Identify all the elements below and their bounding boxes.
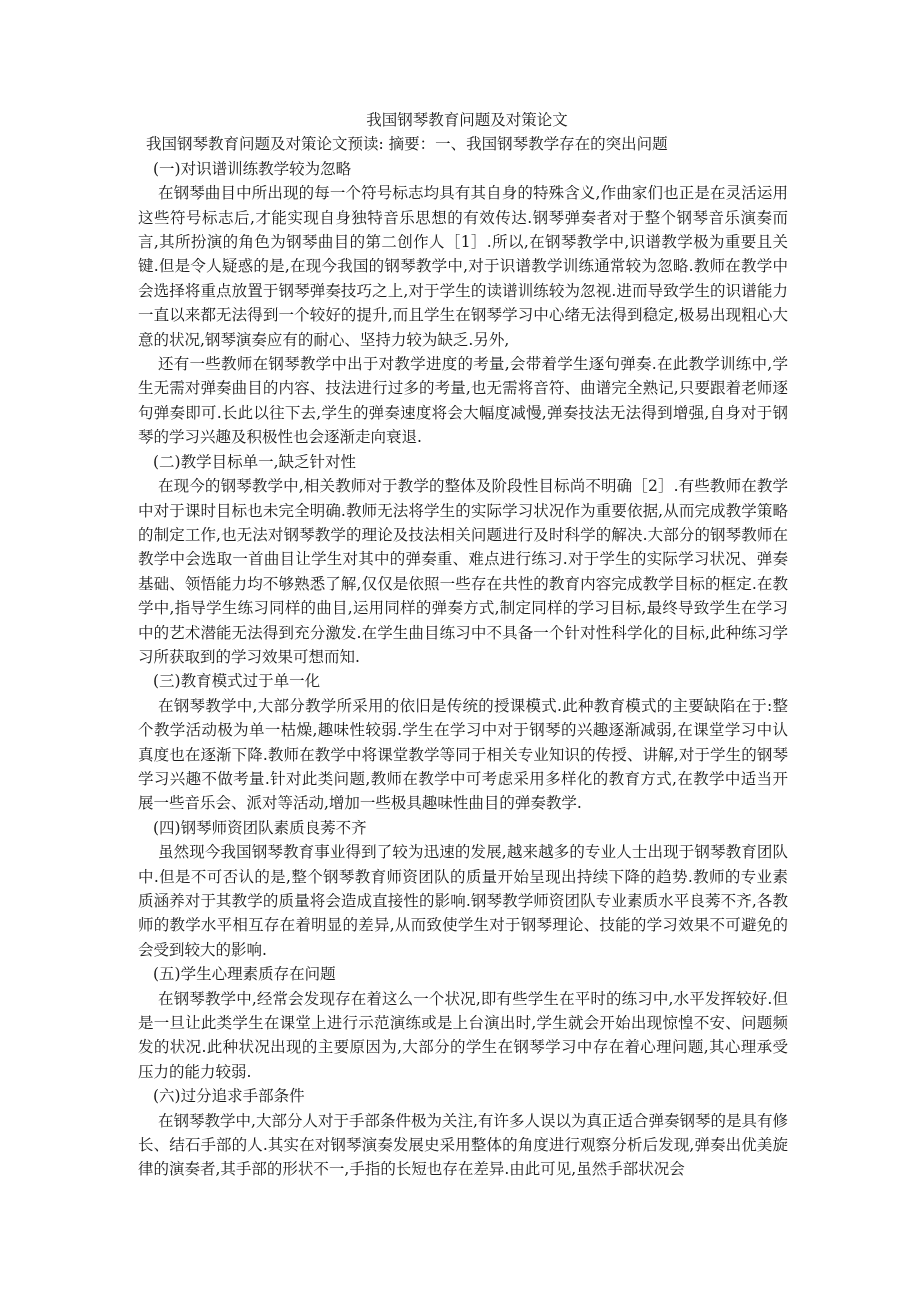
section-heading-2: (二)教学目标单一,缺乏针对性 <box>153 452 357 471</box>
paragraph-2-1: 在现今的钢琴教学中,相关教师对于教学的整体及阶段性目标尚不明确［2］.有些教师在教学中对于课时目标也未完全明确.教师无法将学生的实际学习状况作为重要依据,从而完成教学策略的制定工作,也无法对钢琴教学的理论及技法相关问题进行及时科学的解决.大部分的钢琴教师在教学中会选取一首曲目让学生对其中的弹奏重、难点进行练习.对于学生的实际学习状况、弹奏基础、领悟能力均不够熟悉了解,仅仅是依照一些存在共性的教育内容完成教学目标的框定.在教学中,指导学生练习同样的曲目,运用同样的弹奏方式,制定同样的学习目标,最终导致学生在学习中的艺术潜能无法得到充分激发.在学生曲目练习中不具备一个针对性科学化的目标,此种练习学习所获取到的学习效果可想而知. <box>138 477 788 666</box>
section-heading-3: (三)教育模式过于单一化 <box>153 672 321 691</box>
document-body <box>138 108 788 1182</box>
document-lead: 我国钢琴教育问题及对策论文预读: 摘要：一、我国钢琴教学存在的突出问题 <box>146 135 668 154</box>
section-heading-1: (一)对识谱训练教学较为忽略 <box>153 159 352 178</box>
section-heading-6: (六)过分追求手部条件 <box>153 1087 305 1106</box>
paragraph-6-1: 在钢琴教学中,大部分人对于手部条件极为关注,有许多人误以为真正适合弹奏钢琴的是具有修长、结石手部的人.其实在对钢琴演奏发展史采用整体的角度进行观察分析后发现,弹奏出优美旋律的演奏者,其手部的形状不一,手指的长短也存在差异.由此可见,虽然手部状况会 <box>138 1111 788 1179</box>
section-heading-5: (五)学生心理素质存在问题 <box>153 965 336 984</box>
paragraph-1-1: 在钢琴曲目中所出现的每一个符号标志均具有其自身的特殊含义,作曲家们也正是在灵活运用这些符号标志后,才能实现自身独特音乐思想的有效传达.钢琴弹奏者对于整个钢琴音乐演奏而言,其所扮演的角色为钢琴曲目的第二创作人［1］.所以,在钢琴教学中,识谱教学极为重要且关键.但是令人疑惑的是,在现今我国的钢琴教学中,对于识谱教学训练通常较为忽略.教师在教学中会选择将重点放置于钢琴弹奏技巧之上,对于学生的读谱训练较为忽视.进而导致学生的识谱能力一直以来都无法得到一个较好的提升,而且学生在钢琴学习中心绪无法得到稳定,极易出现粗心大意的状况,钢琴演奏应有的耐心、坚持力较为缺乏.另外, <box>138 184 788 349</box>
document-title: 我国钢琴教育问题及对策论文 <box>366 111 568 129</box>
paragraph-5-1: 在钢琴教学中,经常会发现存在着这么一个状况,即有些学生在平时的练习中,水平发挥较好.但是一旦让此类学生在课堂上进行示范演练或是上台演出时,学生就会开始出现惊惶不安、问题频发的状况.此种状况出现的主要原因为,大部分的学生在钢琴学习中存在着心理问题,其心理承受压力的能力较弱. <box>138 989 788 1081</box>
section-heading-4: (四)钢琴师资团队素质良莠不齐 <box>153 818 367 837</box>
paragraph-3-1: 在钢琴教学中,大部分教学所采用的依旧是传统的授课模式.此种教育模式的主要缺陷在于:整个教学活动极为单一枯燥,趣味性较弱.学生在学习中对于钢琴的兴趣逐渐减弱,在课堂学习中认真度也在逐渐下降.教师在教学中将课堂教学等同于相关专业知识的传授、讲解,对于学生的钢琴学习兴趣不做考量.针对此类问题,教师在教学中可考虑采用多样化的教育方式,在教学中适当开展一些音乐会、派对等活动,增加一些极具趣味性曲目的弹奏教学. <box>138 696 788 813</box>
paragraph-1-2: 还有一些教师在钢琴教学中出于对教学进度的考量,会带着学生逐句弹奏.在此教学训练中,学生无需对弹奏曲目的内容、技法进行过多的考量,也无需将音符、曲谱完全熟记,只要跟着老师逐句弹奏即可.长此以往下去,学生的弹奏速度将会大幅度减慢,弹奏技法无法得到增强,自身对于钢琴的学习兴趣及积极性也会逐渐走向衰退. <box>138 355 788 447</box>
paragraph-4-1: 虽然现今我国钢琴教育事业得到了较为迅速的发展,越来越多的专业人士出现于钢琴教育团队中.但是不可否认的是,整个钢琴教育师资团队的质量开始呈现出持续下降的趋势.教师的专业素质涵养对于其教学的质量将会造成直接性的影响.钢琴教学师资团队专业素质水平良莠不齐,各教师的教学水平相互存在着明显的差异,从而致使学生对于钢琴理论、技能的学习效果不可避免的会受到较大的影响. <box>138 843 788 959</box>
